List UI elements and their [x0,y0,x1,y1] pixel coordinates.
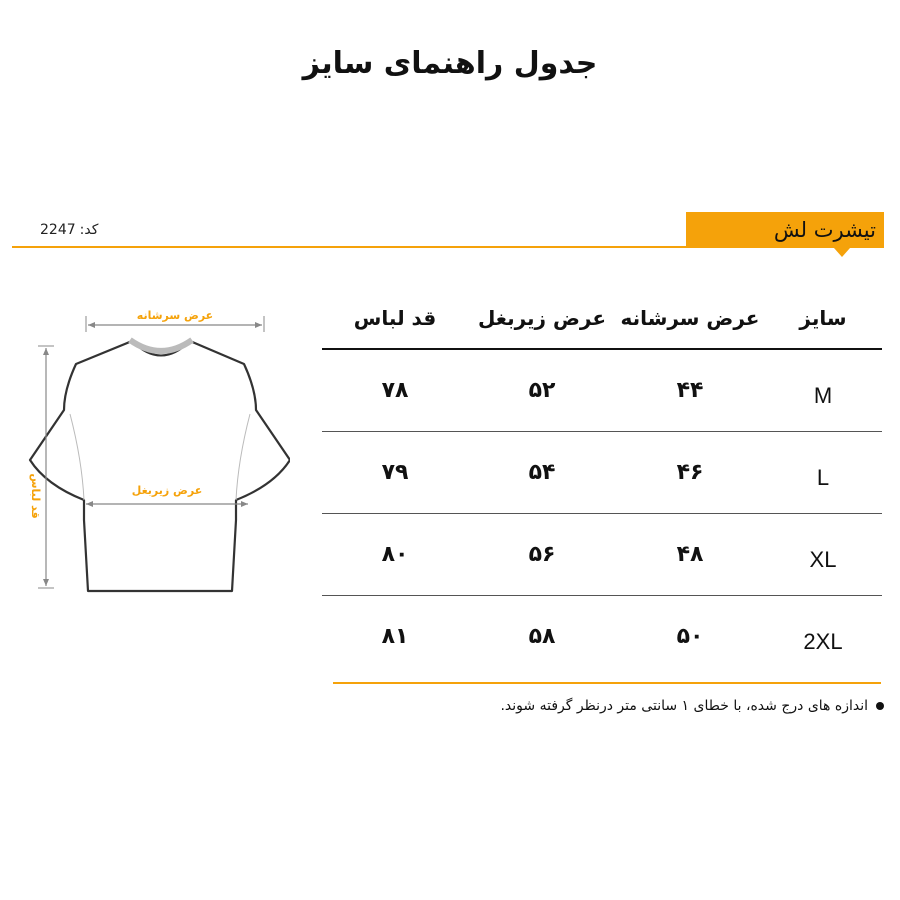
table-row [322,514,882,596]
shoulder-arrowhead-left [88,322,95,328]
header-shoulder-width: عرض سرشانه [616,288,764,349]
note-text: اندازه های درج شده، با خطای ۱ سانتی متر درنظر گرفته شوند. [500,698,868,714]
footer-divider [333,682,881,684]
armpit-cell: ۵۲ [468,349,616,432]
size-cell: L [764,432,882,514]
header-length: قد لباس [322,288,468,349]
armpit-label: عرض زیربغل [131,484,203,497]
table-row [322,596,882,678]
table-row [322,432,882,514]
header-size: سایز [764,288,882,349]
bullet-icon [876,702,884,710]
size-cell: XL [764,514,882,596]
header-divider [12,246,688,248]
product-name: تیشرت لش [773,218,876,242]
shoulder-arrowhead-right [255,322,262,328]
length-arrowhead-top [43,348,49,355]
size-table [322,288,882,677]
size-cell: 2XL [803,628,843,654]
length-cell: ۷۹ [322,432,468,514]
tshirt-outline [30,341,290,591]
shoulder-cell: ۴۸ [616,514,764,596]
product-tag-pointer [834,248,850,257]
armpit-cell: ۵۸ [528,624,556,649]
length-label: قد لباس [29,473,42,519]
table-row [322,349,882,432]
size-table-header-row [322,288,882,349]
armpit-arrowhead-right [241,501,248,507]
shoulder-cell: ۵۰ [676,624,704,649]
tshirt-diagram [20,300,290,600]
shoulder-cell: ۴۶ [616,432,764,514]
shoulder-cell: ۴۴ [616,349,764,432]
length-arrowhead-bottom [43,579,49,586]
length-cell: ۸۱ [381,624,409,649]
armpit-cell: ۵۴ [468,432,616,514]
page-title: جدول راهنمای سایز [302,46,598,81]
header-armpit-width: عرض زیربغل [468,288,616,349]
measurement-note [500,698,884,714]
length-cell: ۷۸ [322,349,468,432]
product-code-value: 2247 [40,222,76,238]
armpit-cell: ۵۶ [468,514,616,596]
product-code [40,222,98,238]
size-cell: M [764,349,882,432]
product-tag [686,212,884,248]
product-code-label: کد: [79,222,99,238]
length-cell: ۸۰ [322,514,468,596]
shoulder-label: عرض سرشانه [136,309,214,322]
